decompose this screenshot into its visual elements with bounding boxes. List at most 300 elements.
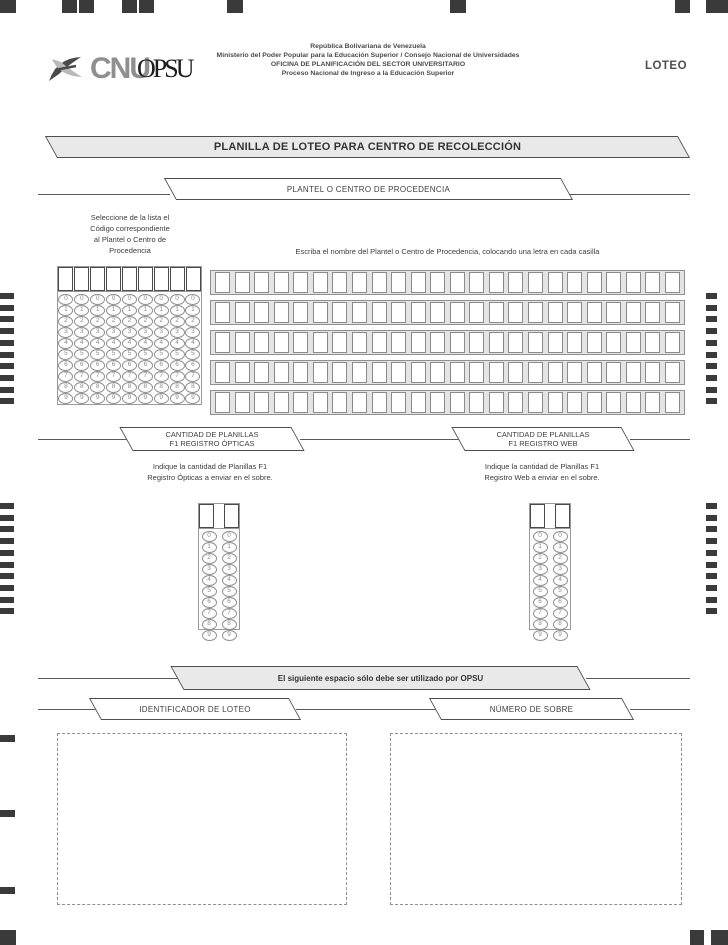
name-letter-cell[interactable] — [274, 272, 289, 293]
name-letter-cell[interactable] — [215, 272, 230, 293]
code-bubble-5[interactable]: 5 — [58, 349, 73, 360]
name-letter-cell[interactable] — [587, 392, 602, 413]
code-bubble-7[interactable]: 7 — [90, 371, 105, 382]
code-bubble-0[interactable]: 0 — [154, 294, 169, 305]
code-bubble-7[interactable]: 7 — [106, 371, 121, 382]
name-letter-cell[interactable] — [411, 272, 426, 293]
name-letter-cell[interactable] — [313, 332, 328, 353]
opticas-qty-bubble-2[interactable]: 2 — [222, 553, 237, 564]
name-letter-cell[interactable] — [587, 332, 602, 353]
code-bubble-0[interactable]: 0 — [106, 294, 121, 305]
name-letter-cell[interactable] — [450, 272, 465, 293]
web-qty-bubble-row-1 — [530, 542, 570, 553]
name-letter-cell[interactable] — [332, 332, 347, 353]
code-write-box[interactable] — [138, 267, 153, 291]
name-letter-cell[interactable] — [626, 332, 641, 353]
code-bubble-4[interactable]: 4 — [90, 338, 105, 349]
web-qty-bubbles[interactable] — [530, 528, 570, 639]
name-letter-cell[interactable] — [508, 332, 523, 353]
name-letter-cell[interactable] — [626, 362, 641, 383]
name-letter-cell[interactable] — [391, 392, 406, 413]
name-letter-cell[interactable] — [430, 332, 445, 353]
code-bubble-5[interactable]: 5 — [122, 349, 137, 360]
code-write-box[interactable] — [170, 267, 185, 291]
code-bubble-1[interactable]: 1 — [90, 305, 105, 316]
name-letter-cell[interactable] — [645, 272, 660, 293]
name-letter-cell[interactable] — [606, 362, 621, 383]
name-letter-cell[interactable] — [450, 332, 465, 353]
code-bubble-5[interactable]: 5 — [106, 349, 121, 360]
identificador-loteo-area[interactable] — [57, 733, 347, 905]
opticas-qty-bubble-0[interactable]: 0 — [222, 531, 237, 542]
name-letter-cell[interactable] — [313, 302, 328, 323]
code-bubble-5[interactable]: 5 — [154, 349, 169, 360]
code-bubble-0[interactable]: 0 — [58, 294, 73, 305]
code-bubble-4[interactable]: 4 — [106, 338, 121, 349]
timing-mark — [0, 316, 14, 322]
name-letter-cell[interactable] — [235, 332, 250, 353]
timing-mark — [0, 735, 15, 742]
opticas-qty-bubble-4[interactable]: 4 — [202, 575, 217, 586]
timing-mark — [450, 0, 466, 13]
code-bubble-1[interactable]: 1 — [74, 305, 89, 316]
web-qty-bubble-6[interactable]: 6 — [553, 597, 568, 608]
code-bubble-2[interactable]: 2 — [58, 316, 73, 327]
code-bubble-4[interactable]: 4 — [154, 338, 169, 349]
name-letter-cell[interactable] — [352, 392, 367, 413]
code-bubble-4[interactable]: 4 — [74, 338, 89, 349]
name-letter-cell[interactable] — [645, 332, 660, 353]
code-bubble-8[interactable]: 8 — [138, 382, 153, 393]
name-letter-cell[interactable] — [508, 302, 523, 323]
name-letter-cell[interactable] — [235, 362, 250, 383]
code-bubble-9[interactable]: 9 — [138, 393, 153, 404]
code-bubble-3[interactable]: 3 — [170, 327, 185, 338]
code-bubble-6[interactable]: 6 — [106, 360, 121, 371]
opticas-qty-bubble-row-8 — [199, 619, 239, 630]
name-letter-cell[interactable] — [606, 392, 621, 413]
code-bubble-3[interactable]: 3 — [185, 327, 200, 338]
name-letter-cell[interactable] — [567, 272, 582, 293]
name-letter-cell[interactable] — [587, 362, 602, 383]
code-bubble-1[interactable]: 1 — [58, 305, 73, 316]
code-bubble-6[interactable]: 6 — [154, 360, 169, 371]
opticas-qty-bubble-7[interactable]: 7 — [222, 608, 237, 619]
opticas-qty-bubble-row-0 — [199, 531, 239, 542]
opticas-qty-write-box[interactable] — [199, 504, 214, 528]
code-bubble-3[interactable]: 3 — [90, 327, 105, 338]
name-letter-cell[interactable] — [508, 272, 523, 293]
code-bubble-4[interactable]: 4 — [58, 338, 73, 349]
timing-mark — [706, 562, 717, 568]
timing-mark — [706, 398, 717, 404]
code-bubble-7[interactable]: 7 — [122, 371, 137, 382]
name-letter-cell[interactable] — [548, 332, 563, 353]
name-letter-cell[interactable] — [411, 392, 426, 413]
web-qty-bubble-9[interactable]: 9 — [533, 630, 548, 641]
code-bubble-7[interactable]: 7 — [138, 371, 153, 382]
code-bubble-8[interactable]: 8 — [58, 382, 73, 393]
timing-mark — [706, 550, 717, 556]
code-bubble-3[interactable]: 3 — [154, 327, 169, 338]
code-bubble-6[interactable]: 6 — [74, 360, 89, 371]
code-bubble-3[interactable]: 3 — [74, 327, 89, 338]
name-letter-cell[interactable] — [313, 362, 328, 383]
web-qty-bubble-3[interactable]: 3 — [533, 564, 548, 575]
name-letter-cell[interactable] — [469, 362, 484, 383]
code-bubble-8[interactable]: 8 — [170, 382, 185, 393]
code-bubble-2[interactable]: 2 — [185, 316, 200, 327]
name-letter-cell[interactable] — [665, 362, 680, 383]
web-qty-bubble-4[interactable]: 4 — [553, 575, 568, 586]
name-letter-cell[interactable] — [508, 362, 523, 383]
name-letter-cell[interactable] — [352, 332, 367, 353]
code-bubble-7[interactable]: 7 — [185, 371, 200, 382]
opticas-qty-bubble-2[interactable]: 2 — [202, 553, 217, 564]
name-letter-cell[interactable] — [665, 272, 680, 293]
rule-line — [296, 709, 438, 710]
opticas-qty-write-boxes[interactable] — [199, 504, 239, 528]
web-qty-bubble-3[interactable]: 3 — [553, 564, 568, 575]
name-letter-cell[interactable] — [430, 392, 445, 413]
timing-mark — [0, 608, 14, 614]
name-letter-cell[interactable] — [215, 392, 230, 413]
code-bubble-0[interactable]: 0 — [185, 294, 200, 305]
name-letter-cell[interactable] — [450, 302, 465, 323]
name-letter-cell[interactable] — [352, 362, 367, 383]
opticas-qty-bubble-3[interactable]: 3 — [222, 564, 237, 575]
code-bubble-5[interactable]: 5 — [138, 349, 153, 360]
name-letter-cell[interactable] — [293, 272, 308, 293]
web-qty-bubble-9[interactable]: 9 — [553, 630, 568, 641]
code-bubble-7[interactable]: 7 — [170, 371, 185, 382]
name-letter-cell[interactable] — [567, 302, 582, 323]
code-bubble-5[interactable]: 5 — [90, 349, 105, 360]
name-letter-cell[interactable] — [567, 362, 582, 383]
name-letter-cell[interactable] — [332, 302, 347, 323]
name-letter-cell[interactable] — [645, 392, 660, 413]
name-letter-cell[interactable] — [489, 272, 504, 293]
opticas-qty-bubble-7[interactable]: 7 — [202, 608, 217, 619]
code-bubble-4[interactable]: 4 — [122, 338, 137, 349]
web-qty-bubble-1[interactable]: 1 — [533, 542, 548, 553]
name-letter-cell[interactable] — [450, 362, 465, 383]
timing-mark — [706, 0, 728, 13]
name-letter-cell[interactable] — [626, 392, 641, 413]
web-qty-bubble-8[interactable]: 8 — [553, 619, 568, 630]
name-letter-cell[interactable] — [665, 332, 680, 353]
name-letter-cell[interactable] — [274, 362, 289, 383]
code-bubble-3[interactable]: 3 — [58, 327, 73, 338]
code-bubble-7[interactable]: 7 — [154, 371, 169, 382]
name-letter-cell[interactable] — [293, 392, 308, 413]
code-bubble-3[interactable]: 3 — [106, 327, 121, 338]
name-letter-cell[interactable] — [469, 302, 484, 323]
web-qty-bubble-0[interactable]: 0 — [533, 531, 548, 542]
code-bubble-4[interactable]: 4 — [185, 338, 200, 349]
name-letter-cell[interactable] — [254, 302, 269, 323]
name-letter-cell[interactable] — [293, 332, 308, 353]
code-bubble-1[interactable]: 1 — [122, 305, 137, 316]
name-letter-cell[interactable] — [372, 302, 387, 323]
web-qty-bubble-2[interactable]: 2 — [533, 553, 548, 564]
name-letter-cell[interactable] — [645, 302, 660, 323]
code-bubble-8[interactable]: 8 — [90, 382, 105, 393]
opticas-qty-bubble-9[interactable]: 9 — [202, 630, 217, 641]
name-letter-cell[interactable] — [489, 392, 504, 413]
code-bubble-1[interactable]: 1 — [106, 305, 121, 316]
code-bubble-9[interactable]: 9 — [185, 393, 200, 404]
name-letter-cell[interactable] — [567, 332, 582, 353]
opticas-qty-bubble-1[interactable]: 1 — [222, 542, 237, 553]
code-bubble-0[interactable]: 0 — [170, 294, 185, 305]
name-letter-cell[interactable] — [645, 362, 660, 383]
code-bubble-7[interactable]: 7 — [74, 371, 89, 382]
code-bubble-6[interactable]: 6 — [138, 360, 153, 371]
code-bubble-9[interactable]: 9 — [154, 393, 169, 404]
name-letter-cell[interactable] — [626, 302, 641, 323]
web-qty-write-boxes[interactable] — [530, 504, 570, 528]
name-letter-cell[interactable] — [548, 302, 563, 323]
name-letter-cell[interactable] — [274, 392, 289, 413]
code-bubble-8[interactable]: 8 — [74, 382, 89, 393]
web-qty-bubble-1[interactable]: 1 — [553, 542, 568, 553]
name-letter-cell[interactable] — [528, 272, 543, 293]
name-letter-cell[interactable] — [469, 332, 484, 353]
code-bubble-0[interactable]: 0 — [90, 294, 105, 305]
opticas-qty-bubble-8[interactable]: 8 — [222, 619, 237, 630]
code-bubble-9[interactable]: 9 — [90, 393, 105, 404]
timing-mark — [690, 930, 704, 945]
code-bubble-5[interactable]: 5 — [185, 349, 200, 360]
name-letter-cell[interactable] — [528, 302, 543, 323]
name-letter-cell[interactable] — [411, 302, 426, 323]
code-grid-bubbles[interactable] — [58, 291, 201, 404]
web-qty-bubble-4[interactable]: 4 — [533, 575, 548, 586]
name-letter-cell[interactable] — [254, 332, 269, 353]
code-write-box[interactable] — [154, 267, 169, 291]
name-letter-cell[interactable] — [391, 272, 406, 293]
opticas-qty-bubble-6[interactable]: 6 — [202, 597, 217, 608]
numero-sobre-area[interactable] — [390, 733, 682, 905]
code-bubble-9[interactable]: 9 — [122, 393, 137, 404]
web-banner-label — [458, 427, 628, 451]
name-letter-cell[interactable] — [293, 362, 308, 383]
code-bubble-5[interactable]: 5 — [74, 349, 89, 360]
opticas-qty-bubble-3[interactable]: 3 — [202, 564, 217, 575]
code-bubble-1[interactable]: 1 — [185, 305, 200, 316]
code-bubble-4[interactable]: 4 — [170, 338, 185, 349]
code-bubble-5[interactable]: 5 — [170, 349, 185, 360]
name-letter-cell[interactable] — [215, 302, 230, 323]
name-letter-cell[interactable] — [606, 272, 621, 293]
name-letter-cell[interactable] — [274, 302, 289, 323]
timing-mark — [227, 0, 243, 13]
name-letter-cell[interactable] — [450, 392, 465, 413]
code-write-box[interactable] — [74, 267, 89, 291]
web-qty-write-box[interactable] — [530, 504, 545, 528]
code-bubble-9[interactable]: 9 — [74, 393, 89, 404]
code-bubble-8[interactable]: 8 — [154, 382, 169, 393]
code-bubble-1[interactable]: 1 — [154, 305, 169, 316]
web-instruction-line: Registro Web a enviar en el sobre. — [484, 473, 600, 482]
name-letter-cell[interactable] — [665, 392, 680, 413]
web-qty-bubble-5[interactable]: 5 — [533, 586, 548, 597]
code-bubble-6[interactable]: 6 — [122, 360, 137, 371]
code-bubble-4[interactable]: 4 — [138, 338, 153, 349]
name-letter-cell[interactable] — [606, 302, 621, 323]
code-bubble-2[interactable]: 2 — [122, 316, 137, 327]
name-letter-cell[interactable] — [430, 362, 445, 383]
opticas-qty-bubble-8[interactable]: 8 — [202, 619, 217, 630]
opticas-qty-write-box[interactable] — [224, 504, 239, 528]
name-letter-cell[interactable] — [665, 302, 680, 323]
name-letter-cell[interactable] — [489, 332, 504, 353]
code-grid-write-boxes[interactable] — [58, 267, 201, 291]
code-bubble-2[interactable]: 2 — [90, 316, 105, 327]
name-letter-cell[interactable] — [352, 272, 367, 293]
name-letter-cell[interactable] — [528, 392, 543, 413]
web-qty-bubble-7[interactable]: 7 — [533, 608, 548, 619]
code-bubble-0[interactable]: 0 — [138, 294, 153, 305]
opticas-qty-bubble-4[interactable]: 4 — [222, 575, 237, 586]
name-letter-cell[interactable] — [274, 332, 289, 353]
opticas-qty-grid[interactable] — [198, 503, 240, 639]
timing-mark — [0, 585, 14, 591]
web-qty-bubble-7[interactable]: 7 — [553, 608, 568, 619]
name-letter-cell[interactable] — [469, 272, 484, 293]
name-letter-cell[interactable] — [548, 392, 563, 413]
code-bubble-8[interactable]: 8 — [185, 382, 200, 393]
name-letter-cell[interactable] — [528, 362, 543, 383]
opticas-qty-bubble-9[interactable]: 9 — [222, 630, 237, 641]
name-letter-cell[interactable] — [235, 392, 250, 413]
code-write-box[interactable] — [186, 267, 201, 291]
code-write-box[interactable] — [90, 267, 105, 291]
code-bubble-2[interactable]: 2 — [170, 316, 185, 327]
name-letter-cell[interactable] — [548, 272, 563, 293]
code-bubble-0[interactable]: 0 — [74, 294, 89, 305]
name-letter-cell[interactable] — [469, 392, 484, 413]
name-letter-cell[interactable] — [528, 332, 543, 353]
opticas-qty-bubble-1[interactable]: 1 — [202, 542, 217, 553]
code-bubble-2[interactable]: 2 — [106, 316, 121, 327]
name-letter-cell[interactable] — [430, 272, 445, 293]
name-letter-cell[interactable] — [372, 332, 387, 353]
name-letter-cell[interactable] — [372, 392, 387, 413]
code-write-box[interactable] — [58, 267, 73, 291]
code-bubble-6[interactable]: 6 — [185, 360, 200, 371]
name-letter-cell[interactable] — [411, 362, 426, 383]
web-qty-bubble-5[interactable]: 5 — [553, 586, 568, 597]
code-bubble-3[interactable]: 3 — [138, 327, 153, 338]
code-bubble-9[interactable]: 9 — [106, 393, 121, 404]
name-letter-cell[interactable] — [332, 272, 347, 293]
code-write-box[interactable] — [122, 267, 137, 291]
plantel-code-grid[interactable] — [57, 266, 202, 405]
timing-mark — [706, 597, 717, 603]
plantel-name-grid[interactable] — [210, 270, 685, 415]
opticas-qty-bubble-5[interactable]: 5 — [222, 586, 237, 597]
name-letter-cell[interactable] — [235, 302, 250, 323]
code-write-box[interactable] — [106, 267, 121, 291]
code-bubble-2[interactable]: 2 — [138, 316, 153, 327]
name-letter-cell[interactable] — [254, 392, 269, 413]
opticas-qty-bubble-0[interactable]: 0 — [202, 531, 217, 542]
timing-mark — [0, 398, 14, 404]
name-letter-cell[interactable] — [332, 392, 347, 413]
name-letter-cell[interactable] — [391, 302, 406, 323]
opticas-qty-bubble-row-3 — [199, 564, 239, 575]
name-letter-cell[interactable] — [235, 272, 250, 293]
name-letter-cell[interactable] — [587, 302, 602, 323]
code-bubble-9[interactable]: 9 — [170, 393, 185, 404]
name-letter-cell[interactable] — [352, 302, 367, 323]
opticas-qty-bubbles[interactable] — [199, 528, 239, 639]
code-bubble-6[interactable]: 6 — [170, 360, 185, 371]
name-letter-cell[interactable] — [313, 272, 328, 293]
code-bubble-2[interactable]: 2 — [154, 316, 169, 327]
web-qty-bubble-0[interactable]: 0 — [553, 531, 568, 542]
name-letter-cell[interactable] — [254, 362, 269, 383]
code-bubble-8[interactable]: 8 — [122, 382, 137, 393]
code-bubble-3[interactable]: 3 — [122, 327, 137, 338]
timing-mark — [0, 363, 14, 369]
name-letter-cell[interactable] — [215, 332, 230, 353]
name-letter-cell[interactable] — [332, 362, 347, 383]
name-letter-cell[interactable] — [391, 332, 406, 353]
name-letter-cell[interactable] — [254, 272, 269, 293]
name-letter-cell[interactable] — [391, 362, 406, 383]
name-letter-cell[interactable] — [567, 392, 582, 413]
name-letter-cell[interactable] — [548, 362, 563, 383]
web-qty-bubble-row-7 — [530, 608, 570, 619]
name-letter-cell[interactable] — [508, 392, 523, 413]
code-bubble-7[interactable]: 7 — [58, 371, 73, 382]
name-letter-cell[interactable] — [430, 302, 445, 323]
web-qty-write-box[interactable] — [555, 504, 570, 528]
name-letter-cell[interactable] — [411, 332, 426, 353]
code-bubble-8[interactable]: 8 — [106, 382, 121, 393]
name-letter-cell[interactable] — [293, 302, 308, 323]
name-letter-cell[interactable] — [215, 362, 230, 383]
code-bubble-9[interactable]: 9 — [58, 393, 73, 404]
name-letter-cell[interactable] — [372, 362, 387, 383]
web-banner — [458, 427, 628, 451]
name-letter-cell[interactable] — [313, 392, 328, 413]
code-bubble-2[interactable]: 2 — [74, 316, 89, 327]
timing-mark — [122, 0, 137, 13]
code-bubble-1[interactable]: 1 — [170, 305, 185, 316]
web-qty-bubble-6[interactable]: 6 — [533, 597, 548, 608]
code-bubble-6[interactable]: 6 — [58, 360, 73, 371]
opticas-qty-bubble-6[interactable]: 6 — [222, 597, 237, 608]
opticas-qty-bubble-5[interactable]: 5 — [202, 586, 217, 597]
name-letter-cell[interactable] — [489, 302, 504, 323]
web-qty-bubble-8[interactable]: 8 — [533, 619, 548, 630]
web-qty-grid[interactable] — [529, 503, 571, 639]
code-bubble-1[interactable]: 1 — [138, 305, 153, 316]
rule-line — [38, 678, 180, 679]
code-bubble-6[interactable]: 6 — [90, 360, 105, 371]
name-letter-cell[interactable] — [587, 272, 602, 293]
web-qty-bubble-2[interactable]: 2 — [553, 553, 568, 564]
name-letter-cell[interactable] — [489, 362, 504, 383]
name-letter-cell[interactable] — [606, 332, 621, 353]
name-letter-cell[interactable] — [626, 272, 641, 293]
name-letter-cell[interactable] — [372, 272, 387, 293]
code-bubble-0[interactable]: 0 — [122, 294, 137, 305]
